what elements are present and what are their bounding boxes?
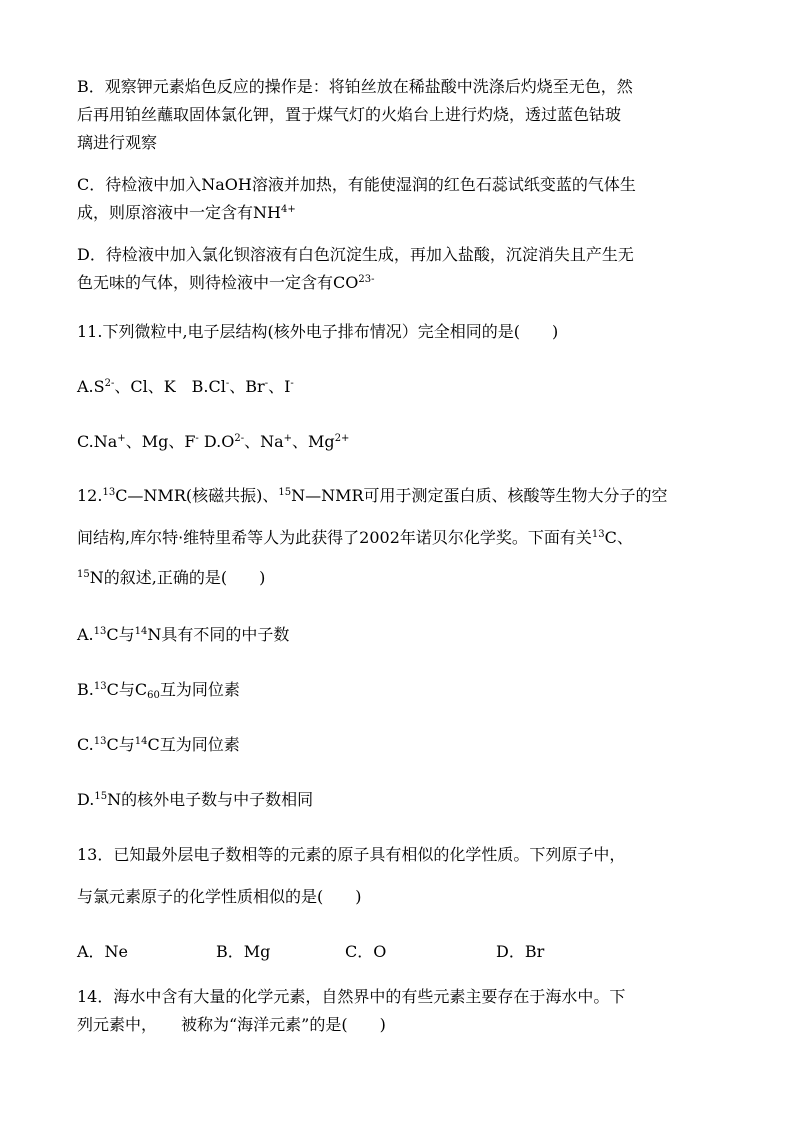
- question-12-line-1: 12.13C—NMR(核磁共振)、$^{15}$N—NMR可用于测定蛋白质、核酸等生物大分子的空: [77, 486, 668, 505]
- option-b-line-1: B．观察钾元素焰色反应的操作是：将铂丝放在稀盐酸中洗涤后灼烧至无色，然: [77, 77, 633, 96]
- ion-charge: 4+: [280, 204, 296, 215]
- question-12-option-c: C.$^{13}$C与$^{14}$C互为同位素: [77, 735, 240, 754]
- question-13-option-b: B．Mg: [216, 942, 271, 961]
- question-13-line-2: 与氯元素原子的化学性质相似的是( ): [77, 887, 362, 906]
- option-c-line-2: 成，则原溶液中一定含有$NH^{4+}$: [77, 203, 296, 222]
- question-13-option-a: A．Ne: [77, 942, 129, 961]
- question-12-line-2: 间结构,库尔特·维特里希等人为此获得了2002年诺贝尔化学奖。下面有关$^{13}$C、: [77, 528, 633, 547]
- question-13-option-c: C．O: [345, 942, 387, 961]
- option-c-line-1: C．待检液中加入NaOH溶液并加热，有能使湿润的红色石蕊试纸变蓝的气体生: [77, 175, 636, 194]
- question-12-line-3: $^{15}$N的叙述,正确的是( ): [77, 568, 266, 587]
- option-d-line-1: D．待检液中加入氯化钡溶液有白色沉淀生成，再加入盐酸，沉淀消失且产生无: [77, 245, 634, 264]
- question-12-option-d: D.$^{15}$N的核外电子数与中子数相同: [77, 790, 314, 809]
- ion-charge: 23-: [358, 274, 375, 285]
- question-11-answer-ab: $A.S^{2-}$、Cl、K B.Cl-、Br-、I-: [77, 377, 294, 396]
- question-14-line-2: 列元素中， 被称为“海洋元素”的是( ): [77, 1015, 386, 1034]
- question-11-answer-cd: C.Na+、Mg、F- $D.O^{2-}$、Na+、$Mg^{2+}$: [77, 432, 350, 451]
- option-b-line-2: 后再用铂丝蘸取固体氯化钾，置于煤气灯的火焰台上进行灼烧，透过蓝色钴玻: [77, 105, 622, 124]
- option-b-line-3: 璃进行观察: [77, 133, 158, 152]
- question-13-line-1: 13．已知最外层电子数相等的元素的原子具有相似的化学性质。下列原子中，: [77, 845, 626, 864]
- question-12-option-b: B.$^{13}$C与$C_{60}$互为同位素: [77, 680, 240, 701]
- question-14-line-1: 14．海水中含有大量的化学元素，自然界中的有些元素主要存在于海水中。下: [77, 987, 626, 1006]
- question-11-stem: 11.下列微粒中,电子层结构(核外电子排布情况）完全相同的是( ): [77, 322, 559, 341]
- option-d-line-2: 色无味的气体，则待检液中一定含有$CO^{23-}$: [77, 273, 375, 292]
- question-12-option-a: A.$^{13}$C与$^{14}$N具有不同的中子数: [77, 625, 290, 644]
- question-13-option-d: D．Br: [496, 942, 545, 961]
